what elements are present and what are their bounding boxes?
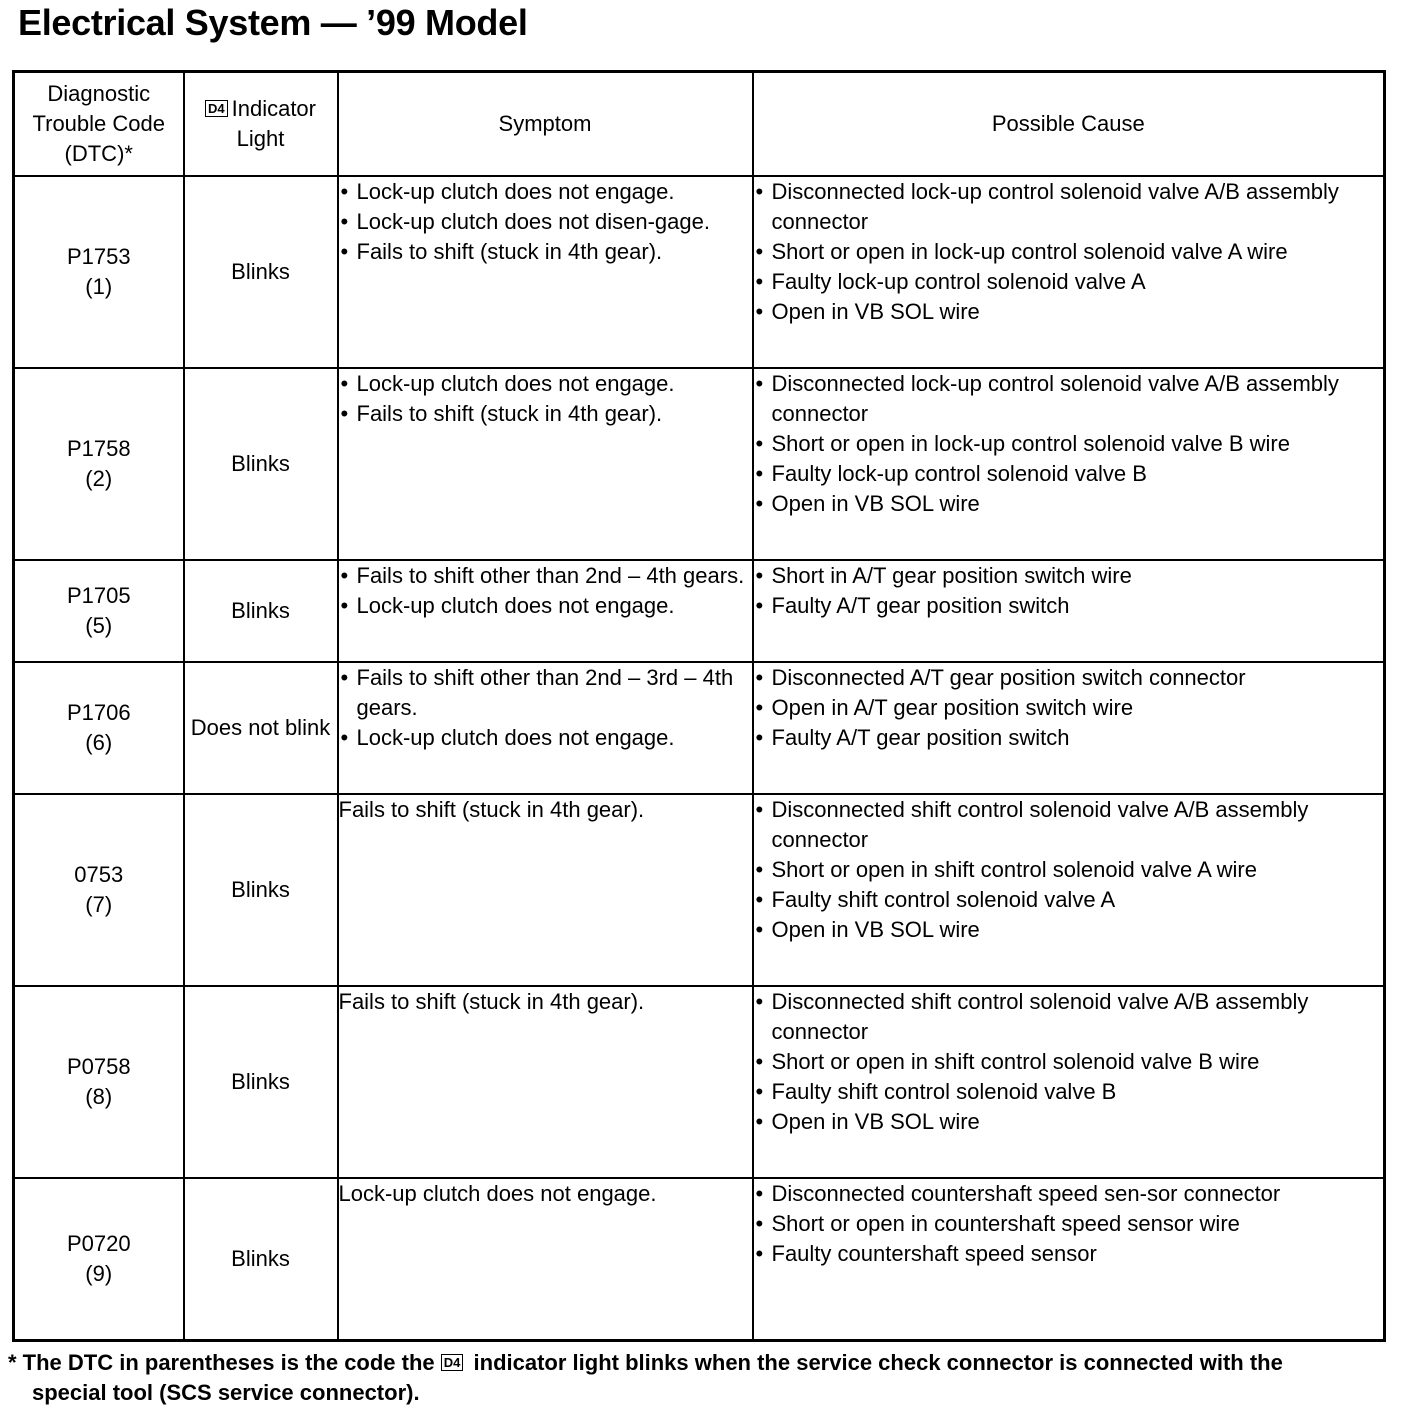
cause-item: • Open in A/T gear position switch wire (754, 693, 1384, 723)
table-row (14, 794, 1385, 986)
cause-item: • Faulty shift control solenoid valve A (754, 885, 1384, 915)
d4-indicator-icon: D4 (205, 100, 228, 117)
dtc-cell (14, 560, 184, 662)
symptom-item: • Fails to shift other than 2nd – 3rd – 4th gears. (339, 663, 752, 723)
header-indicator-light (184, 72, 338, 177)
cause-cell (753, 662, 1385, 794)
cause-cell (753, 176, 1385, 368)
table-row (14, 368, 1385, 560)
dtc-blink-code: (7) (85, 892, 113, 917)
cause-cell (753, 560, 1385, 662)
indicator-light-cell: Blinks (184, 176, 338, 368)
footnote-part1: * The DTC in parentheses is the code the (8, 1350, 435, 1375)
dtc-cell (14, 1178, 184, 1340)
indicator-light-cell: Blinks (184, 560, 338, 662)
indicator-light-cell: Blinks (184, 986, 338, 1178)
header-possible-cause: Possible Cause (753, 72, 1385, 177)
dtc-code: P1758 (66, 436, 131, 461)
dtc-blink-code: (8) (85, 1084, 113, 1109)
cause-item: • Open in VB SOL wire (754, 915, 1384, 945)
cause-item: • Faulty A/T gear position switch (754, 723, 1384, 753)
cause-item: • Short or open in lock-up control solenoid valve A wire (754, 237, 1384, 267)
symptom-text: Fails to shift (stuck in 4th gear). (338, 797, 645, 822)
cause-item: • Short or open in lock-up control solenoid valve B wire (754, 429, 1384, 459)
footnote-line2: special tool (SCS service connector). (32, 1380, 420, 1405)
symptom-item: • Lock-up clutch does not engage. (339, 723, 752, 753)
symptom-cell (338, 176, 753, 368)
dtc-code: P0720 (66, 1230, 131, 1256)
cause-item: • Faulty A/T gear position switch (754, 591, 1384, 621)
cause-item: • Short or open in countershaft speed sensor wire (754, 1209, 1384, 1239)
symptom-cell (338, 1178, 753, 1340)
header-light-line2: Light (236, 126, 285, 151)
indicator-light-cell: Blinks (184, 368, 338, 560)
cause-item: • Short or open in shift control solenoid valve A wire (754, 855, 1384, 885)
dtc-blink-code: (5) (85, 613, 113, 638)
symptom-cell (338, 986, 753, 1178)
dtc-code: P1753 (66, 244, 131, 269)
dtc-cell (14, 662, 184, 794)
cause-item: • Faulty lock-up control solenoid valve A (754, 267, 1384, 297)
cause-item: • Faulty countershaft speed sensor (754, 1239, 1384, 1269)
dtc-code: P1706 (66, 700, 131, 725)
cause-item: • Open in VB SOL wire (754, 489, 1384, 519)
symptom-item: • Lock-up clutch does not engage. (339, 177, 752, 207)
footnote-part2: indicator light blinks when the service check connector is connected with the (473, 1350, 1283, 1375)
indicator-light-cell: Blinks (184, 794, 338, 986)
header-dtc-line1: Diagnostic (47, 81, 151, 106)
header-row (14, 72, 1385, 177)
dtc-cell (14, 986, 184, 1178)
cause-cell (753, 986, 1385, 1178)
header-light-line1: Indicator (231, 96, 316, 121)
cause-item: • Disconnected A/T gear position switch connector (754, 663, 1384, 693)
table-row (14, 560, 1385, 662)
cause-item: • Open in VB SOL wire (754, 1107, 1384, 1137)
dtc-cell (14, 794, 184, 986)
dtc-blink-code: (1) (85, 274, 113, 299)
indicator-light-cell: Does not blink (184, 662, 338, 794)
symptom-text: Lock-up clutch does not engage. (338, 1181, 657, 1206)
cause-item: • Disconnected lock-up control solenoid valve A/B assembly connector (754, 369, 1384, 429)
dtc-blink-code: (2) (85, 466, 113, 491)
symptom-item: • Lock-up clutch does not disen-gage. (339, 207, 752, 237)
header-symptom: Symptom (338, 72, 753, 177)
symptom-item: • Fails to shift other than 2nd – 4th gears. (339, 561, 752, 591)
symptom-cell (338, 794, 753, 986)
symptom-cell (338, 662, 753, 794)
dtc-code: P0758 (66, 1054, 131, 1079)
indicator-light-cell: Blinks (184, 1178, 338, 1340)
d4-indicator-icon: D4 (441, 1354, 464, 1371)
cause-item: • Open in VB SOL wire (754, 297, 1384, 327)
page-title: Electrical System — ’99 Model (18, 2, 528, 43)
footnote (8, 1348, 1398, 1408)
dtc-blink-code: (6) (85, 730, 113, 755)
symptom-item: • Fails to shift (stuck in 4th gear). (339, 237, 752, 267)
cause-item: • Short or open in shift control solenoid valve B wire (754, 1047, 1384, 1077)
dtc-table (12, 70, 1386, 1342)
dtc-code: 0753 (74, 862, 124, 887)
table-row (14, 986, 1385, 1178)
cause-cell (753, 368, 1385, 560)
header-dtc-line2: Trouble Code (32, 111, 165, 136)
cause-item: • Disconnected shift control solenoid valve A/B assembly connector (754, 795, 1384, 855)
dtc-cell (14, 176, 184, 368)
cause-cell (753, 1178, 1385, 1340)
symptom-text: Fails to shift (stuck in 4th gear). (338, 989, 645, 1014)
cause-item: • Faulty lock-up control solenoid valve B (754, 459, 1384, 489)
cause-item: • Disconnected lock-up control solenoid valve A/B assembly connector (754, 177, 1384, 237)
header-dtc-line3: (DTC)* (64, 141, 133, 166)
table-row (14, 1178, 1385, 1340)
cause-cell (753, 794, 1385, 986)
symptom-cell (338, 368, 753, 560)
symptom-item: • Lock-up clutch does not engage. (339, 591, 752, 621)
symptom-item: • Lock-up clutch does not engage. (339, 369, 752, 399)
dtc-cell (14, 368, 184, 560)
table-row (14, 176, 1385, 368)
dtc-code: P1705 (66, 583, 131, 608)
cause-item: • Disconnected shift control solenoid valve A/B assembly connector (754, 987, 1384, 1047)
dtc-blink-code: (9) (85, 1260, 113, 1286)
table-row (14, 662, 1385, 794)
header-dtc (14, 72, 184, 177)
cause-item: • Short in A/T gear position switch wire (754, 561, 1384, 591)
symptom-cell (338, 560, 753, 662)
symptom-item: • Fails to shift (stuck in 4th gear). (339, 399, 752, 429)
cause-item: • Faulty shift control solenoid valve B (754, 1077, 1384, 1107)
cause-item: • Disconnected countershaft speed sen-sor connector (754, 1179, 1384, 1209)
